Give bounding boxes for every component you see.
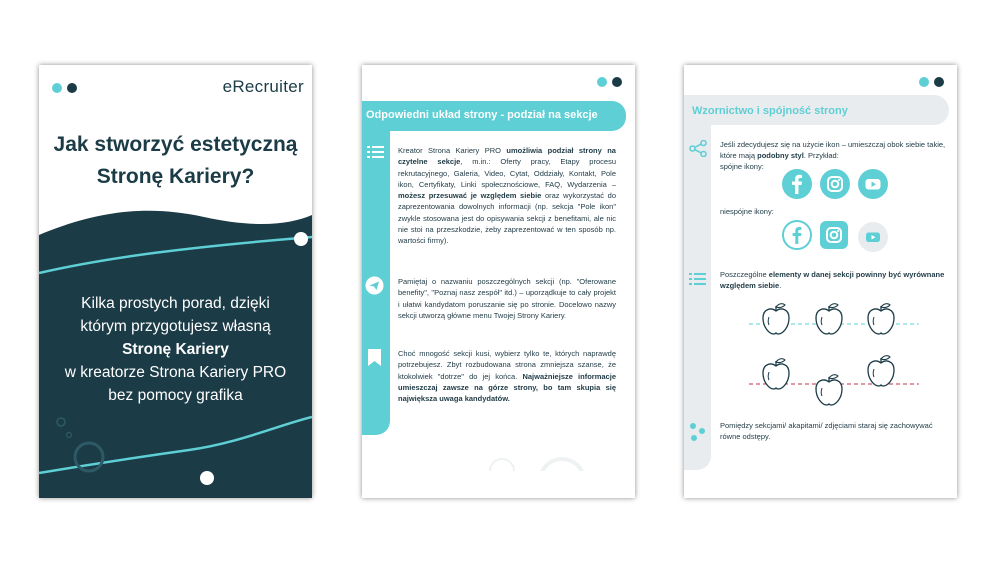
list-icon: [367, 145, 384, 164]
cover-wave-background: [39, 65, 312, 498]
paragraph-spacing: Pomiędzy sekcjami/ akapitami/ zdjęciami staraj się zachowywać równe odstępy.: [720, 421, 933, 442]
section-header: Wzornictwo i spójność strony: [692, 105, 848, 117]
apples-alignment-illustration: [739, 297, 929, 417]
cover-title: Jak stworzyć estetyczną Stronę Kariery?: [53, 133, 298, 188]
teal-dot: [919, 77, 929, 87]
section-header: Odpowiedni układ strony - podział na sekcje: [366, 109, 598, 121]
instagram-icon: [820, 221, 848, 249]
cover-subtitle: Kilka prostych porad, dzięki którym przygotujesz własną Stronę Kariery w kreatorze Strona Kariery PRO bez pomocy grafika: [64, 295, 287, 404]
design-consistency-page: [684, 65, 957, 498]
bookmark-icon: [368, 349, 381, 371]
side-strip: [684, 125, 711, 470]
teal-dot: [597, 77, 607, 87]
paragraph-naming: Pamiętaj o nazwaniu poszczególnych sekcji (np. "Oferowane benefity", "Poznaj nasz zespół" itd.) – uporządkuje to cały projekt i ułatwi kandydatom poruszanie się po stronie. Docelowo nazwy sekcji utworzą główne menu Twojej Strony Kariery.: [398, 277, 616, 320]
erecruiter-logo: eRecruiter: [222, 77, 304, 96]
cover-page: [39, 65, 312, 498]
facebook-icon: [782, 169, 812, 199]
brand-dots: [919, 77, 944, 87]
paragraph-alignment: Poszczególne elementy w danej sekcji powinny być wyrównane względem siebie.: [720, 270, 945, 291]
instagram-icon: [820, 169, 850, 199]
share-nodes-icon: [689, 140, 707, 162]
label-consistent-icons: spójne ikony:: [720, 162, 764, 171]
dark-dot: [612, 77, 622, 87]
list-icon: [689, 272, 706, 291]
youtube-icon: [858, 169, 888, 199]
facebook-icon: [782, 220, 812, 250]
layout-tips-page: [362, 65, 635, 498]
label-inconsistent-icons: niespójne ikony:: [720, 207, 774, 216]
dots-icon: [689, 422, 707, 447]
brand-dots: [597, 77, 622, 87]
send-icon: [365, 276, 384, 300]
paragraph-important: Choć mnogość sekcji kusi, wybierz tylko te, których naprawdę potrzebujesz. Zbyt rozbudowana strona zmniejsza szanse, że ktokolwiek "dotrze" do jej końca. Najważniejsze informacje umieszczaj zawsze na górze strony, bo tam skupia się największa uwaga kandydatów.: [398, 349, 616, 404]
youtube-icon: [858, 222, 888, 252]
paragraph-sections: Kreator Strona Kariery PRO umożliwia podział strony na czytelne sekcje, m.in.: Oferty pracy, Etapy procesu rekrutacyjnego, Galeria, Video, Cytat, Oddziały, Kontakt, Pole ikon, Certyfikaty, Linki społecznościowe, FAQ, Wydarzenia – możesz przesuwać je względem siebie oraz wykorzystać do zaprezentowania dowolnych informacji (np. sekcja "Pole ikon" zwykle stosowana jest do opisywania sekcji z benefitami, ale nic nie stoi na przeszkodzie, żeby zaprezentować w ten sposób np. wartości firmy).: [398, 146, 616, 246]
paragraph-icons: Jeśli zdecydujesz się na użycie ikon – umieszczaj obok siebie takie, które mają podobny styl. Przykład:: [720, 140, 946, 161]
dark-dot: [934, 77, 944, 87]
